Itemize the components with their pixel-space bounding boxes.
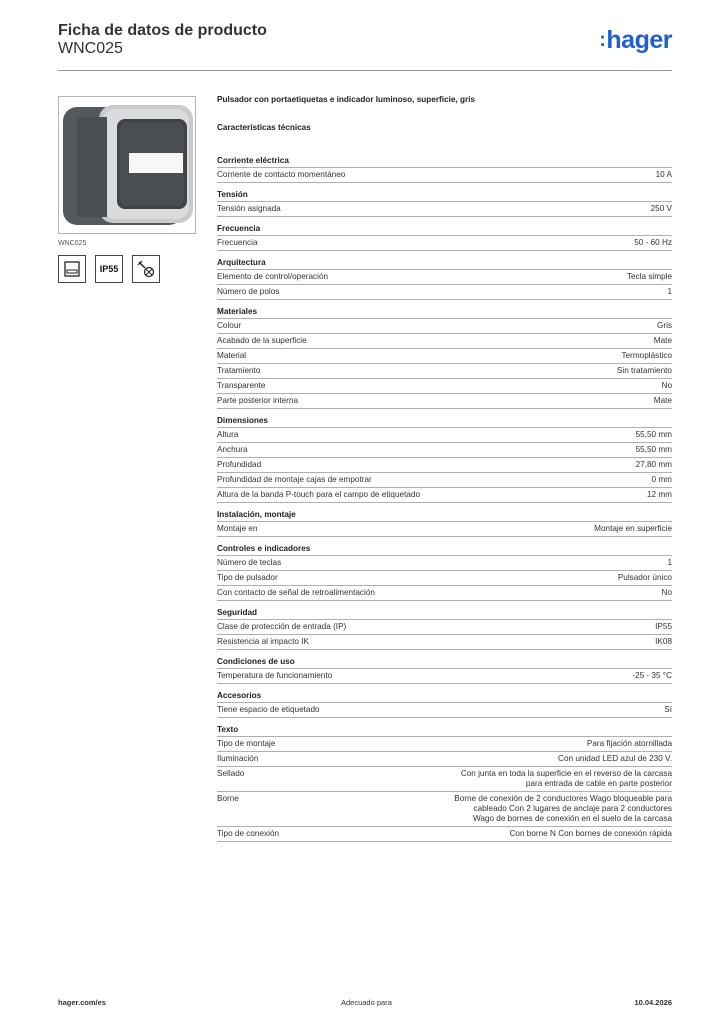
spec-group-title: Dimensiones [217,416,268,425]
spec-group-title: Arquitectura [217,258,266,267]
spec-row [217,427,672,442]
product-description: Pulsador con portaetiquetas e indicador luminoso, superficie, gris [217,95,475,104]
surface-mount-icon [58,255,86,283]
spec-row [217,167,672,182]
spec-group-title: Corriente eléctrica [217,156,289,165]
spec-value: Mate [653,336,672,345]
group-divider [217,502,672,503]
spec-value: 55,50 mm [635,445,672,454]
spec-label: Montaje en [217,524,258,533]
spec-value: IP55 [655,622,672,631]
spec-label: Con contacto de señal de retroalimentación [217,588,375,597]
spec-row [217,634,672,649]
spec-label: Parte posterior interna [217,396,299,405]
spec-value: Mate [653,396,672,405]
spec-group-title: Condiciones de uso [217,657,295,666]
product-sidebar [58,96,198,283]
spec-group-title: Texto [217,725,239,734]
spec-row [217,766,672,791]
spec-value: 27,80 mm [635,460,672,469]
spec-value: IK08 [655,637,672,646]
spec-label: Temperatura de funcionamiento [217,671,333,680]
spec-label: Transparente [217,381,266,390]
spec-row [217,570,672,585]
product-code: WNC025 [58,40,123,57]
spec-row [217,442,672,457]
group-divider [217,536,672,537]
spec-row [217,269,672,284]
spec-row [217,393,672,408]
spec-row [217,472,672,487]
group-divider [217,600,672,601]
spec-value: 1 [667,558,672,567]
footer-date: 10.04.2026 [634,998,672,1007]
spec-row [217,348,672,363]
spec-value: Con junta en toda la superficie en el reverso de la carcasa para entrada de cable en parte posterior [460,769,672,788]
spec-row [217,668,672,683]
spec-label: Material [217,351,247,360]
spec-value: -25 - 35 °C [632,671,672,680]
group-divider [217,216,672,217]
group-divider [217,408,672,409]
spec-row [217,457,672,472]
spec-group-title: Frecuencia [217,224,261,233]
spec-label: Corriente de contacto momentáneo [217,170,346,179]
spec-value: Montaje en superficie [594,524,672,533]
spec-label: Tensión asignada [217,204,281,213]
spec-label: Clase de protección de entrada (IP) [217,622,347,631]
group-divider [217,717,672,718]
spec-label: Altura de la banda P-touch para el campo de etiquetado [217,490,421,499]
spec-value: Borne de conexión de 2 conductores Wago bloqueable para cableado Con 2 lugares de anclaje para 2 conductores Wago de bornes de conexión en el suelo de la carcasa [454,794,672,823]
spec-row [217,333,672,348]
illuminated-indicator-icon [132,255,160,283]
spec-label: Resistencia al impacto IK [217,637,309,646]
spec-label: Iluminación [217,754,259,763]
hager-logo: :hager [599,26,672,54]
group-divider [217,250,672,251]
spec-label: Elemento de control/operación [217,272,329,281]
image-caption: WNC025 [58,240,87,247]
product-image [58,96,196,234]
ip55-badge: IP55 [95,255,123,283]
spec-value: 55,50 mm [635,430,672,439]
spec-row [217,521,672,536]
spec-label: Profundidad [217,460,262,469]
spec-row [217,363,672,378]
spec-label: Tipo de montaje [217,739,276,748]
spec-value: No [661,588,672,597]
spec-value: 250 V [650,204,672,213]
page-title: Ficha de datos de producto [58,22,267,39]
spec-value: Para fijación atornillada [586,739,672,748]
spec-row [217,201,672,216]
spec-label: Sellado [217,769,245,778]
spec-label: Altura [217,430,239,439]
group-divider [217,649,672,650]
spec-row [217,487,672,502]
spec-label: Tiene espacio de etiquetado [217,705,320,714]
spec-groups [217,156,672,842]
spec-label: Borne [217,794,239,803]
spec-row [217,702,672,717]
spec-label: Tipo de conexión [217,829,280,838]
spec-group-title: Controles e indicadores [217,544,311,553]
spec-value: No [661,381,672,390]
spec-label: Colour [217,321,242,330]
footer-website: hager.com/es [58,998,106,1007]
spec-value: 10 A [655,170,672,179]
spec-row [217,555,672,570]
spec-value: 0 mm [651,475,672,484]
spec-value: Sí [664,705,672,714]
spec-value: Gris [656,321,672,330]
spec-label: Número de polos [217,287,280,296]
spec-sheet [217,95,672,842]
spec-row [217,619,672,634]
spec-group-title: Instalación, montaje [217,510,296,519]
spec-value: Con borne N Con bornes de conexión rápida [509,829,672,838]
spec-row [217,751,672,766]
group-divider [217,841,672,842]
spec-label: Acabado de la superficie [217,336,307,345]
spec-row [217,791,672,826]
spec-group-title: Accesorios [217,691,262,700]
spec-label: Número de teclas [217,558,282,567]
footer-note: Adecuado para [341,998,392,1007]
spec-group-title: Tensión [217,190,248,199]
spec-group-title: Seguridad [217,608,258,617]
spec-row [217,826,672,841]
spec-group-title: Materiales [217,307,258,316]
spec-value: 50 - 60 Hz [634,238,672,247]
spec-label: Frecuencia [217,238,258,247]
spec-label: Tipo de pulsador [217,573,278,582]
spec-value: Sin tratamiento [616,366,672,375]
spec-row [217,235,672,250]
spec-value: 12 mm [646,490,672,499]
spec-row [217,736,672,751]
spec-label: Profundidad de montaje cajas de empotrar [217,475,372,484]
spec-label: Tratamiento [217,366,261,375]
spec-label: Anchura [217,445,248,454]
spec-row [217,378,672,393]
group-divider [217,299,672,300]
spec-value: Con unidad LED azul de 230 V. [558,754,672,763]
spec-row [217,318,672,333]
spec-row [217,585,672,600]
spec-value: 1 [667,287,672,296]
spec-value: Tecla simple [626,272,672,281]
page-header [58,20,672,71]
group-divider [217,683,672,684]
spec-value: Pulsador único [617,573,672,582]
spec-value: Termoplástico [621,351,672,360]
section-title: Características técnicas [217,123,311,132]
group-divider [217,182,672,183]
spec-row [217,284,672,299]
